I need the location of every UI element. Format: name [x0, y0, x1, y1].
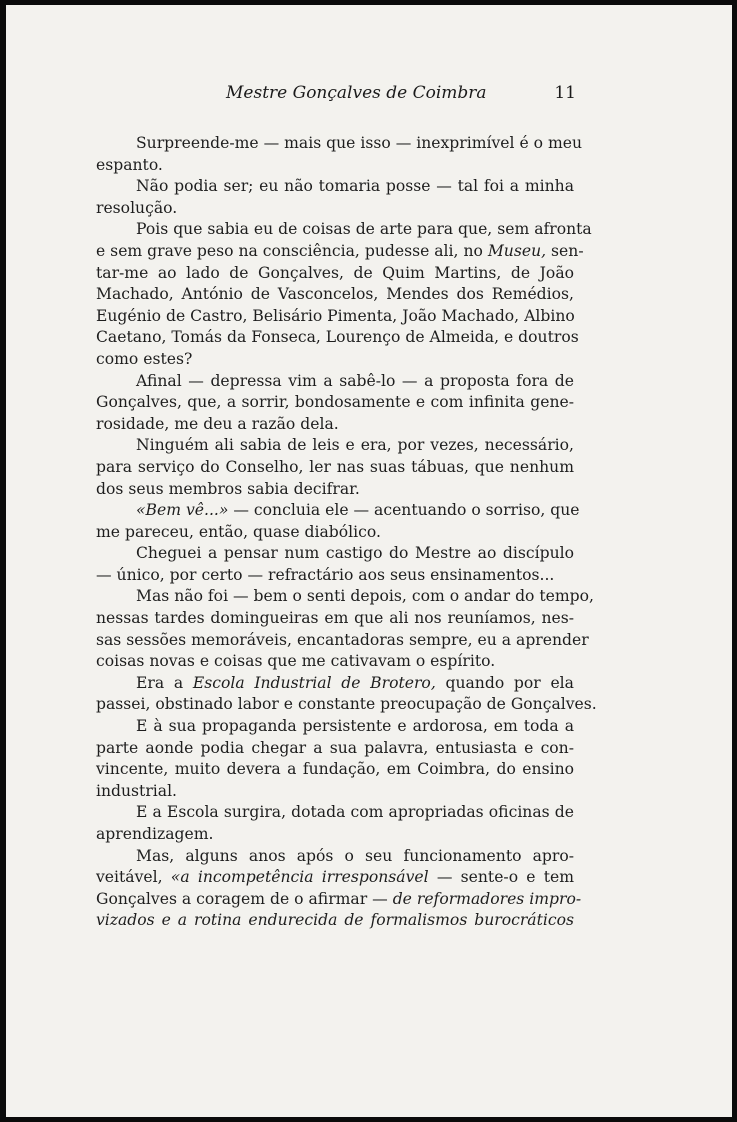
text-line: [96, 500, 580, 522]
text-line: [96, 457, 574, 479]
text-segment: — único, por certo — refractário aos seus ensinamentos...: [96, 565, 555, 584]
body-text: [96, 133, 597, 932]
italic-text: vizados e a rotina endurecida de formalismos burocráticos: [96, 911, 574, 930]
text-line: [96, 716, 574, 738]
text-line: [96, 738, 574, 760]
text-line: [96, 586, 595, 608]
text-line: [96, 802, 574, 824]
text-segment: Caetano, Tomás da Fonseca, Lourenço de Almeida, e doutros: [96, 328, 579, 347]
text-line: [96, 694, 597, 716]
text-line: [96, 241, 584, 263]
text-segment: me pareceu, então, quase diabólico.: [96, 522, 381, 541]
text-line: [96, 651, 574, 673]
text-line: [96, 371, 574, 393]
text-line: [96, 414, 574, 436]
text-line: [96, 155, 574, 177]
text-line: [96, 349, 574, 371]
text-segment: Gonçalves, que, a sorrir, bondosamente e com infinita gene-: [96, 393, 574, 412]
text-line: [96, 565, 574, 587]
text-segment: quando por ela: [435, 673, 574, 692]
italic-text: de reformadores impro-: [392, 889, 582, 908]
text-line: [96, 846, 574, 868]
text-line: [96, 522, 574, 544]
text-segment: espanto.: [96, 155, 163, 174]
text-segment: — concluia ele — acentuando o sorriso, que: [228, 501, 580, 520]
text-segment: sas sessões memoráveis, encantadoras sempre, eu a aprender: [96, 630, 589, 649]
text-segment: Mas, alguns anos após o seu funcionamento apro-: [136, 846, 574, 865]
text-line: [96, 759, 574, 781]
italic-text: Museu,: [487, 241, 547, 260]
book-page: [6, 5, 732, 1117]
running-title: Mestre Gonçalves de Coimbra: [226, 83, 487, 103]
text-line: [96, 910, 574, 932]
text-segment: resolução.: [96, 198, 178, 217]
text-line: [96, 543, 574, 565]
text-line: [96, 263, 574, 285]
text-line: [96, 176, 574, 198]
text-segment: Eugénio de Castro, Belisário Pimenta, João Machado, Albino: [96, 306, 575, 325]
text-segment: Pois que sabia eu de coisas de arte para que, sem afronta: [136, 220, 592, 239]
page-number: 11: [554, 83, 576, 103]
text-segment: Gonçalves a coragem de o afirmar —: [96, 889, 393, 908]
text-segment: industrial.: [96, 781, 178, 800]
text-line: [96, 630, 589, 652]
text-segment: — sente-o e tem: [428, 868, 575, 887]
italic-text: Escola Industrial de Brotero,: [192, 673, 436, 692]
text-segment: dos seus membros sabia decifrar.: [96, 479, 360, 498]
text-line: [96, 327, 579, 349]
text-segment: para serviço do Conselho, ler nas suas tábuas, que nenhum: [96, 457, 574, 476]
text-segment: vincente, muito devera a fundação, em Coimbra, do ensino: [96, 760, 574, 779]
text-line: [96, 867, 574, 889]
text-segment: nessas tardes domingueiras em que ali nos reuníamos, nes-: [96, 609, 574, 628]
text-line: [96, 824, 574, 846]
text-line: [96, 608, 574, 630]
text-segment: Não podia ser; eu não tomaria posse — tal foi a minha: [136, 177, 574, 196]
text-segment: rosidade, me deu a razão dela.: [96, 414, 339, 433]
text-line: [96, 889, 582, 911]
text-segment: tar-me ao lado de Gonçalves, de Quim Martins, de João: [96, 263, 574, 282]
text-line: [96, 392, 574, 414]
text-segment: como estes?: [96, 349, 193, 368]
text-segment: veitável,: [96, 868, 171, 887]
text-line: [96, 673, 574, 695]
text-segment: Machado, António de Vasconcelos, Mendes dos Remédios,: [96, 285, 574, 304]
text-line: [96, 133, 583, 155]
text-segment: Era a: [136, 673, 193, 692]
text-segment: coisas novas e coisas que me cativavam o espírito.: [96, 652, 496, 671]
text-line: [96, 435, 574, 457]
text-segment: Afinal — depressa vim a sabê-lo — a proposta fora de: [136, 371, 574, 390]
text-segment: aprendizagem.: [96, 825, 214, 843]
text-line: [96, 306, 574, 328]
page-header: [96, 83, 576, 107]
text-segment: parte aonde podia chegar a sua palavra, entusiasta e con-: [96, 738, 574, 757]
italic-text: «Bem vê...»: [136, 501, 229, 520]
text-segment: e sem grave peso na consciência, pudesse ali, no: [96, 241, 488, 260]
text-segment: Cheguei a pensar num castigo do Mestre ao discípulo: [136, 544, 574, 563]
text-segment: Surpreende-me — mais que isso — inexprimível é o meu: [136, 134, 583, 152]
text-line: [96, 284, 574, 306]
text-line: [96, 219, 592, 241]
text-segment: passei, obstinado labor e constante preocupação de Gonçalves.: [96, 695, 597, 714]
text-segment: E a Escola surgira, dotada com apropriadas oficinas de: [136, 803, 574, 822]
text-segment: sen-: [546, 241, 584, 260]
italic-text: «a incompetência irresponsável: [170, 868, 429, 887]
text-line: [96, 781, 574, 803]
text-line: [96, 198, 574, 220]
text-segment: Ninguém ali sabia de leis e era, por vezes, necessário,: [136, 436, 574, 455]
text-line: [96, 479, 574, 501]
text-segment: Mas não foi — bem o senti depois, com o andar do tempo,: [136, 587, 595, 606]
text-segment: E à sua propaganda persistente e ardorosa, em toda a: [136, 717, 574, 736]
